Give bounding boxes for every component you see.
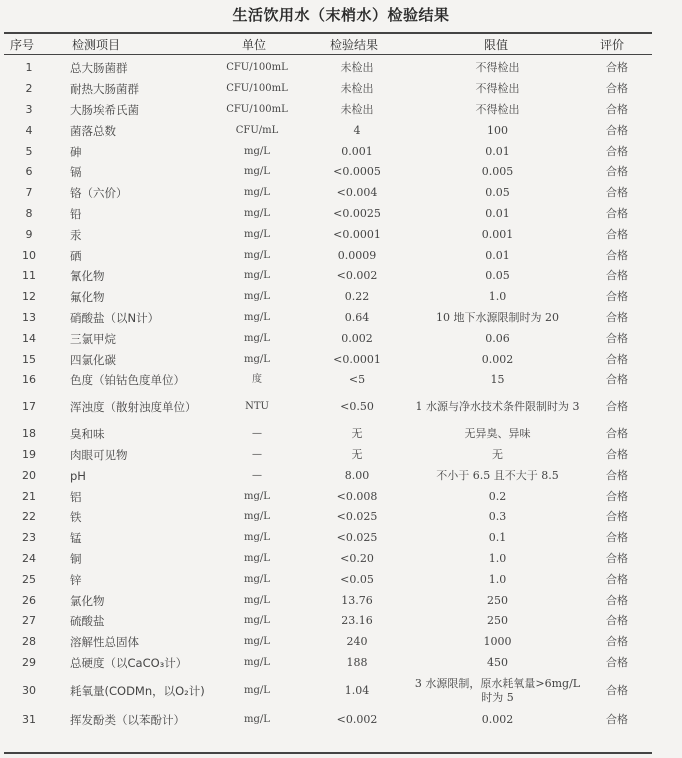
- row-limit: 0.01: [485, 206, 510, 220]
- row-number: 26: [22, 593, 36, 607]
- row-limit: 1 水源与净水技术条件限制时为 3: [415, 400, 580, 414]
- row-item: 铜: [70, 551, 82, 566]
- row-evaluation: 合格: [606, 206, 628, 220]
- row-result: 13.76: [341, 593, 373, 607]
- row-unit: CFU/100mL: [226, 103, 288, 115]
- row-number: 21: [22, 489, 36, 503]
- row-unit: mg/L: [244, 353, 270, 365]
- row-limit: 250: [487, 593, 508, 607]
- row-evaluation: 合格: [606, 227, 628, 241]
- row-number: 1: [25, 61, 33, 75]
- row-limit: 无: [492, 447, 503, 461]
- row-unit: mg/L: [244, 311, 270, 323]
- row-unit: mg/L: [244, 270, 270, 282]
- row-unit: mg/L: [244, 615, 270, 627]
- row-evaluation: 合格: [606, 510, 628, 524]
- row-result: 0.22: [344, 290, 370, 304]
- row-evaluation: 合格: [606, 427, 628, 441]
- row-item: 耐热大肠菌群: [70, 82, 139, 97]
- row-limit: 1000: [483, 635, 512, 649]
- row-item: 色度（铂钴色度单位）: [70, 373, 185, 388]
- row-item: 镉: [70, 165, 82, 180]
- row-number: 14: [22, 331, 36, 345]
- row-item: 四氯化碳: [70, 352, 116, 367]
- row-evaluation: 合格: [606, 684, 628, 698]
- table-row: [0, 245, 682, 266]
- table-row: [0, 183, 682, 204]
- row-result: <0.0001: [333, 352, 381, 366]
- header-rule: [4, 54, 652, 55]
- header-unit: 单位: [242, 38, 267, 52]
- row-item: 硒: [70, 248, 82, 263]
- table-row: [0, 673, 682, 709]
- row-limit: 无异臭、异味: [464, 427, 531, 441]
- row-limit: 0.001: [481, 227, 514, 241]
- row-item: 总大肠菌群: [70, 61, 128, 76]
- row-result: 无: [351, 427, 363, 441]
- row-limit: 0.3: [488, 510, 507, 524]
- row-unit: CFU/100mL: [226, 83, 288, 95]
- row-evaluation: 合格: [606, 310, 628, 324]
- row-result: 无: [351, 447, 363, 461]
- row-item: pH: [70, 468, 86, 483]
- row-number: 20: [22, 468, 36, 482]
- row-limit: 不得检出: [475, 102, 520, 116]
- row-result: 未检出: [340, 61, 374, 75]
- row-evaluation: 合格: [606, 61, 628, 75]
- row-evaluation: 合格: [606, 635, 628, 649]
- row-number: 3: [25, 102, 33, 116]
- row-item: 硫酸盐: [70, 614, 105, 629]
- row-item: 耗氧量(CODMn，以O₂计): [70, 684, 205, 699]
- row-result: <0.002: [336, 269, 378, 283]
- row-unit: mg/L: [244, 573, 270, 585]
- table-row: [0, 328, 682, 349]
- table-row: [0, 79, 682, 100]
- row-item: 锰: [70, 531, 82, 546]
- row-limit: 3 水源限制，原水耗氧量>6mg/L 时为 5: [414, 677, 581, 705]
- row-limit: 100: [487, 123, 508, 137]
- row-number: 11: [22, 269, 36, 283]
- table-row: [0, 465, 682, 486]
- row-unit: mg/L: [244, 166, 270, 178]
- row-unit: mg/L: [244, 532, 270, 544]
- row-limit: 0.05: [485, 269, 510, 283]
- table-row: [0, 224, 682, 245]
- row-number: 10: [22, 248, 36, 262]
- row-result: 0.002: [341, 331, 373, 345]
- row-result: <0.0001: [333, 227, 381, 241]
- row-limit: 10 地下水源限制时为 20: [436, 310, 559, 324]
- row-unit: CFU/100mL: [226, 62, 288, 74]
- table-row: [0, 391, 682, 424]
- table-row: [0, 58, 682, 79]
- table-row: [0, 445, 682, 466]
- row-evaluation: 合格: [606, 531, 628, 545]
- row-unit: NTU: [245, 401, 269, 413]
- row-result: <0.002: [336, 712, 378, 726]
- row-evaluation: 合格: [606, 593, 628, 607]
- row-number: 6: [25, 165, 33, 179]
- row-result: <0.05: [340, 572, 374, 586]
- row-unit: mg/L: [244, 207, 270, 219]
- row-evaluation: 合格: [606, 614, 628, 628]
- row-item: 臭和味: [70, 427, 105, 442]
- row-item: 肉眼可见物: [70, 447, 128, 462]
- row-evaluation: 合格: [606, 82, 628, 96]
- row-evaluation: 合格: [606, 447, 628, 461]
- row-number: 25: [22, 572, 36, 586]
- row-limit: 0.1: [488, 531, 507, 545]
- row-item: 硝酸盐（以N计）: [70, 310, 160, 325]
- row-evaluation: 合格: [606, 102, 628, 116]
- row-item: 总硬度（以CaCO₃计）: [70, 655, 188, 670]
- table-row: [0, 287, 682, 308]
- row-number: 8: [25, 206, 33, 220]
- row-number: 24: [22, 551, 36, 565]
- table-row: [0, 569, 682, 590]
- row-result: <0.50: [340, 400, 374, 414]
- row-evaluation: 合格: [606, 248, 628, 262]
- row-number: 31: [22, 712, 36, 726]
- table-row: [0, 590, 682, 611]
- row-evaluation: 合格: [606, 572, 628, 586]
- row-limit: 0.002: [481, 352, 514, 366]
- row-limit: 不得检出: [475, 61, 520, 75]
- row-item: 氯化物: [70, 593, 105, 608]
- table-row: [0, 100, 682, 121]
- row-result: 23.16: [341, 614, 373, 628]
- row-result: <0.20: [340, 551, 374, 565]
- row-item: 浑浊度（散射浊度单位）: [70, 400, 197, 415]
- row-evaluation: 合格: [606, 400, 628, 414]
- header-no: 序号: [10, 38, 35, 52]
- row-unit: —: [252, 428, 262, 440]
- row-result: <5: [348, 373, 366, 387]
- row-item: 大肠埃希氏菌: [70, 102, 139, 117]
- row-number: 16: [22, 373, 36, 387]
- row-limit: 1.0: [488, 572, 507, 586]
- row-unit: —: [252, 448, 262, 460]
- row-unit: mg/L: [244, 552, 270, 564]
- row-item: 锌: [70, 572, 82, 587]
- row-evaluation: 合格: [606, 165, 628, 179]
- table-row: [0, 709, 682, 730]
- row-result: 未检出: [340, 82, 374, 96]
- row-unit: mg/L: [244, 656, 270, 668]
- table-row: [0, 653, 682, 674]
- row-unit: mg/L: [244, 332, 270, 344]
- row-result: 4: [353, 123, 361, 137]
- table-row: [0, 611, 682, 632]
- table-row: [0, 120, 682, 141]
- row-item: 氰化物: [70, 269, 105, 284]
- row-unit: mg/L: [244, 490, 270, 502]
- row-number: 17: [22, 400, 36, 414]
- table-row: [0, 204, 682, 225]
- row-evaluation: 合格: [606, 186, 628, 200]
- row-unit: mg/L: [244, 291, 270, 303]
- row-item: 三氯甲烷: [70, 331, 116, 346]
- table-row: [0, 528, 682, 549]
- row-evaluation: 合格: [606, 290, 628, 304]
- row-unit: 度: [252, 374, 262, 386]
- row-item: 汞: [70, 227, 82, 242]
- row-evaluation: 合格: [606, 468, 628, 482]
- row-result: 0.64: [344, 310, 370, 324]
- row-evaluation: 合格: [606, 489, 628, 503]
- table-row: [0, 632, 682, 653]
- row-limit: 0.002: [481, 712, 514, 726]
- row-unit: mg/L: [244, 713, 270, 725]
- row-limit: 0.01: [485, 248, 510, 262]
- row-limit: 0.06: [485, 331, 510, 345]
- row-item: 铅: [70, 206, 82, 221]
- header-item: 检测项目: [72, 38, 121, 52]
- row-item: 溶解性总固体: [70, 635, 139, 650]
- row-number: 19: [22, 447, 36, 461]
- row-result: <0.025: [336, 531, 378, 545]
- row-result: 8.00: [344, 468, 370, 482]
- table-row: [0, 162, 682, 183]
- row-unit: mg/L: [244, 594, 270, 606]
- row-item: 菌落总数: [70, 123, 116, 138]
- row-limit: 1.0: [488, 551, 507, 565]
- row-result: 240: [346, 635, 368, 649]
- row-unit: mg/L: [244, 228, 270, 240]
- table-row: [0, 507, 682, 528]
- row-item: 挥发酚类（以苯酚计）: [70, 712, 185, 727]
- row-evaluation: 合格: [606, 712, 628, 726]
- row-limit: 不小于 6.5 且不大于 8.5: [436, 468, 559, 482]
- row-number: 28: [22, 635, 36, 649]
- row-number: 23: [22, 531, 36, 545]
- row-evaluation: 合格: [606, 269, 628, 283]
- row-limit: 不得检出: [475, 82, 520, 96]
- row-limit: 450: [487, 655, 508, 669]
- row-unit: mg/L: [244, 511, 270, 523]
- row-item: 氟化物: [70, 290, 105, 305]
- row-limit: 0.01: [485, 144, 510, 158]
- row-result: 188: [346, 655, 368, 669]
- header-result: 检验结果: [330, 38, 379, 52]
- row-evaluation: 合格: [606, 331, 628, 345]
- row-item: 铝: [70, 489, 82, 504]
- row-number: 29: [22, 655, 36, 669]
- row-limit: 0.05: [485, 186, 510, 200]
- row-evaluation: 合格: [606, 373, 628, 387]
- header-evaluation: 评价: [600, 38, 625, 52]
- table-row: [0, 424, 682, 445]
- table-row: [0, 266, 682, 287]
- row-number: 22: [22, 510, 36, 524]
- row-evaluation: 合格: [606, 144, 628, 158]
- row-number: 9: [25, 227, 33, 241]
- table-row: [0, 349, 682, 370]
- row-number: 12: [22, 290, 36, 304]
- row-number: 2: [25, 82, 33, 96]
- row-item: 铁: [70, 510, 82, 525]
- row-result: <0.025: [336, 510, 378, 524]
- row-limit: 15: [490, 373, 505, 387]
- table-top-rule: [4, 32, 652, 34]
- row-result: 1.04: [344, 684, 370, 698]
- row-number: 18: [22, 427, 36, 441]
- row-result: <0.008: [336, 489, 378, 503]
- row-limit: 0.005: [481, 165, 514, 179]
- row-item: 铬（六价）: [70, 186, 128, 201]
- row-number: 7: [25, 186, 33, 200]
- row-unit: mg/L: [244, 636, 270, 648]
- table-row: [0, 486, 682, 507]
- row-result: 0.001: [341, 144, 373, 158]
- row-evaluation: 合格: [606, 551, 628, 565]
- row-result: 未检出: [340, 102, 374, 116]
- header-limit: 限值: [484, 38, 509, 52]
- row-number: 27: [22, 614, 36, 628]
- row-unit: mg/L: [244, 249, 270, 261]
- row-unit: —: [252, 469, 262, 481]
- row-number: 30: [22, 684, 36, 698]
- row-limit: 1.0: [488, 290, 507, 304]
- row-number: 13: [22, 310, 36, 324]
- row-result: 0.0009: [337, 248, 377, 262]
- table-row: [0, 549, 682, 570]
- row-result: <0.0025: [333, 206, 381, 220]
- row-item: 砷: [70, 144, 82, 159]
- table-row: [0, 370, 682, 391]
- row-evaluation: 合格: [606, 123, 628, 137]
- row-evaluation: 合格: [606, 352, 628, 366]
- row-result: <0.004: [336, 186, 378, 200]
- table-bottom-rule: [4, 752, 652, 754]
- report-title: 生活饮用水（末梢水）检验结果: [232, 6, 450, 24]
- row-limit: 0.2: [488, 489, 507, 503]
- row-unit: mg/L: [244, 685, 270, 697]
- row-evaluation: 合格: [606, 655, 628, 669]
- row-number: 4: [25, 123, 33, 137]
- row-unit: CFU/mL: [235, 124, 279, 136]
- row-limit: 250: [487, 614, 508, 628]
- row-number: 15: [22, 352, 36, 366]
- row-result: <0.0005: [333, 165, 381, 179]
- table-row: [0, 308, 682, 329]
- table-row: [0, 141, 682, 162]
- row-unit: mg/L: [244, 187, 270, 199]
- row-unit: mg/L: [244, 145, 270, 157]
- row-number: 5: [25, 144, 33, 158]
